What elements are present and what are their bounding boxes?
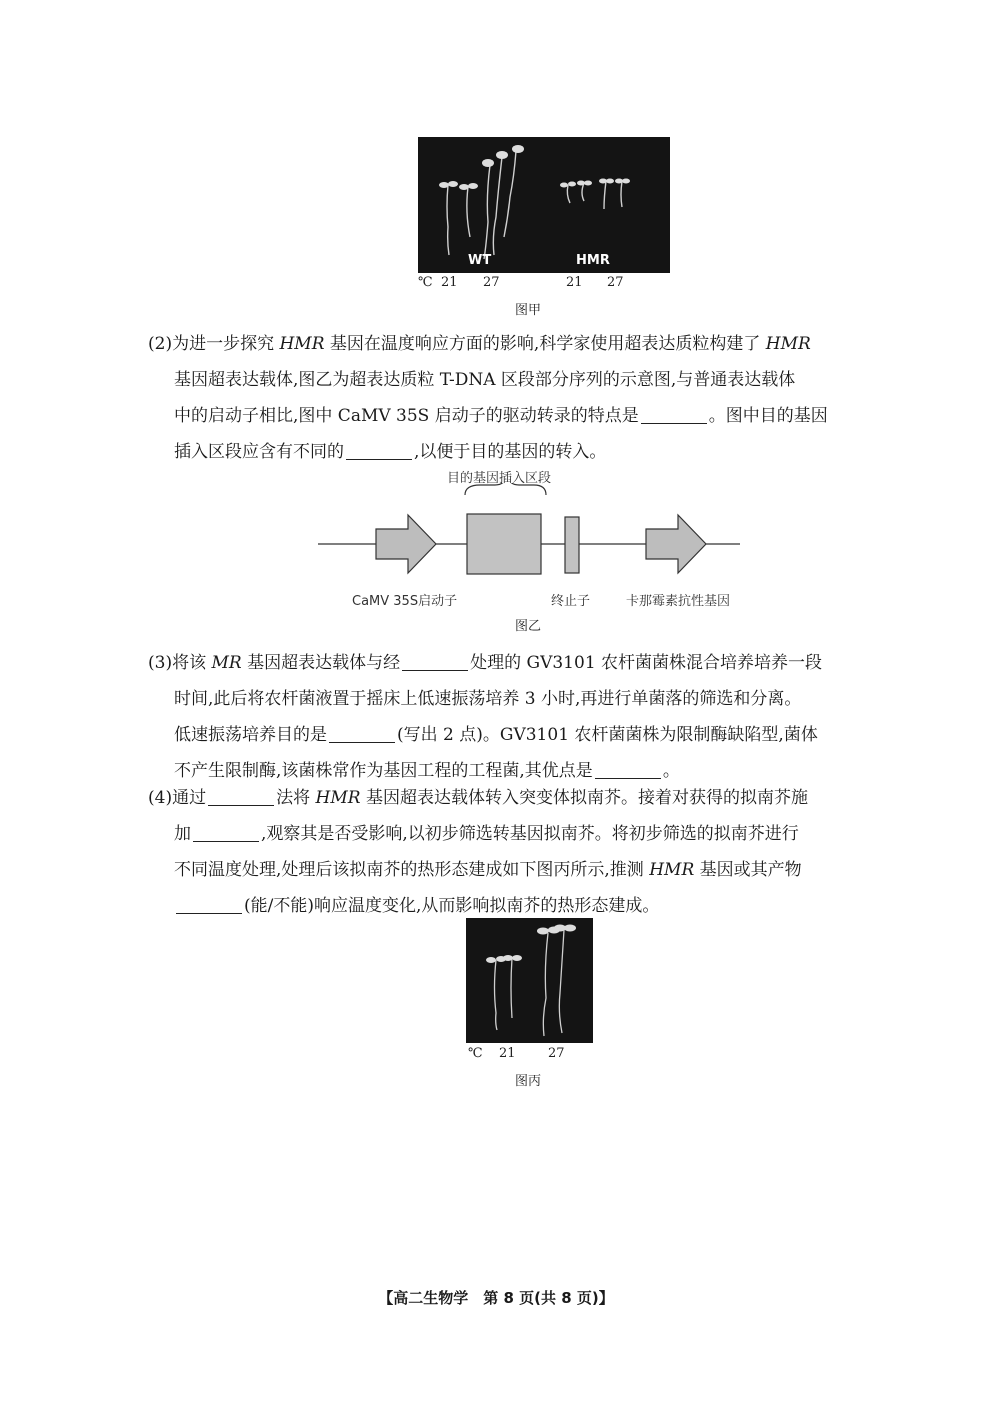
jia-temp-4: 27 (607, 275, 624, 290)
q4-line-1: (4)通过 法将 HMR 基因超表达载体转入突变体拟南芥。接着对获得的拟南芥施 (148, 788, 808, 808)
insert-region-label: 目的基因插入区段 (447, 471, 552, 486)
answer-blank[interactable] (208, 789, 274, 806)
question-4 (148, 780, 888, 924)
question-2 (148, 326, 888, 470)
label-hmr: HMR (576, 253, 610, 268)
answer-blank[interactable] (641, 407, 707, 424)
plasmid-diagram (310, 483, 750, 583)
jia-temp-3: 21 (566, 275, 583, 290)
jia-temp-1: 21 (441, 275, 458, 290)
terminator-label: 终止子 (551, 594, 591, 609)
bing-temp-1: 21 (499, 1046, 516, 1061)
page-footer: 【高二生物学 第 8 页(共 8 页)】 (378, 1289, 614, 1307)
label-wt: WT (468, 253, 492, 268)
answer-blank[interactable] (402, 654, 468, 671)
question-3 (148, 645, 888, 789)
kan-arrow-icon (646, 515, 706, 573)
q2-line-3: 中的启动子相比,图中 CaMV 35S 启动子的驱动转录的特点是 。图中目的基因 (174, 406, 828, 426)
answer-blank[interactable] (346, 443, 412, 460)
seedlings-wt-hmr (418, 137, 670, 273)
q2-line-1: (2)为进一步探究 HMR 基因在温度响应方面的影响,科学家使用超表达质粒构建了 HMR (148, 334, 811, 354)
promoter-arrow-icon (376, 515, 436, 573)
answer-blank[interactable] (329, 726, 395, 743)
answer-blank[interactable] (595, 762, 661, 779)
q4-line-2: 加 ,观察其是否受影响,以初步筛选转基因拟南芥。将初步筛选的拟南芥进行 (174, 824, 799, 844)
jia-temp-2: 27 (483, 275, 500, 290)
q3-line-1: (3)将该 MR 基因超表达载体与经 处理的 GV3101 农杆菌菌株混合培养培养一段 (148, 653, 823, 673)
promoter-label: CaMV 35S启动子 (352, 594, 458, 609)
bing-unit: ℃ (468, 1046, 483, 1061)
q3-line-3: 低速振荡培养目的是 (写出 2 点)。GV3101 农杆菌菌株为限制酶缺陷型,菌体 (174, 725, 818, 745)
figure-jia-caption: 图甲 (515, 303, 542, 318)
figure-bing-caption: 图丙 (515, 1074, 542, 1089)
q3-line-2: 时间,此后将农杆菌液置于摇床上低速振荡培养 3 小时,再进行单菌落的筛选和分离。 (174, 689, 802, 709)
bing-temp-2: 27 (548, 1046, 565, 1061)
insert-region-box (467, 514, 541, 574)
figure-jia-photo (418, 137, 670, 273)
figure-yi-caption: 图乙 (515, 619, 542, 634)
jia-unit: ℃ (418, 275, 433, 290)
kan-label: 卡那霉素抗性基因 (626, 594, 731, 609)
q4-line-3: 不同温度处理,处理后该拟南芥的热形态建成如下图丙所示,推测 HMR 基因或其产物 (174, 860, 802, 880)
terminator-box (565, 517, 579, 573)
figure-bing-photo (466, 918, 593, 1043)
q4-line-4: (能/不能)响应温度变化,从而影响拟南芥的热形态建成。 (148, 888, 888, 924)
q3-line-4: 不产生限制酶,该菌株常作为基因工程的工程菌,其优点是 。 (174, 761, 680, 781)
q2-line-2: 基因超表达载体,图乙为超表达质粒 T-DNA 区段部分序列的示意图,与普通表达载体 (174, 370, 796, 390)
seedlings-transgenic (466, 918, 593, 1043)
brace-icon (465, 483, 546, 495)
answer-blank[interactable] (176, 897, 242, 914)
q2-line-4: 插入区段应含有不同的 ,以便于目的基因的转入。 (174, 442, 607, 462)
answer-blank[interactable] (193, 825, 259, 842)
